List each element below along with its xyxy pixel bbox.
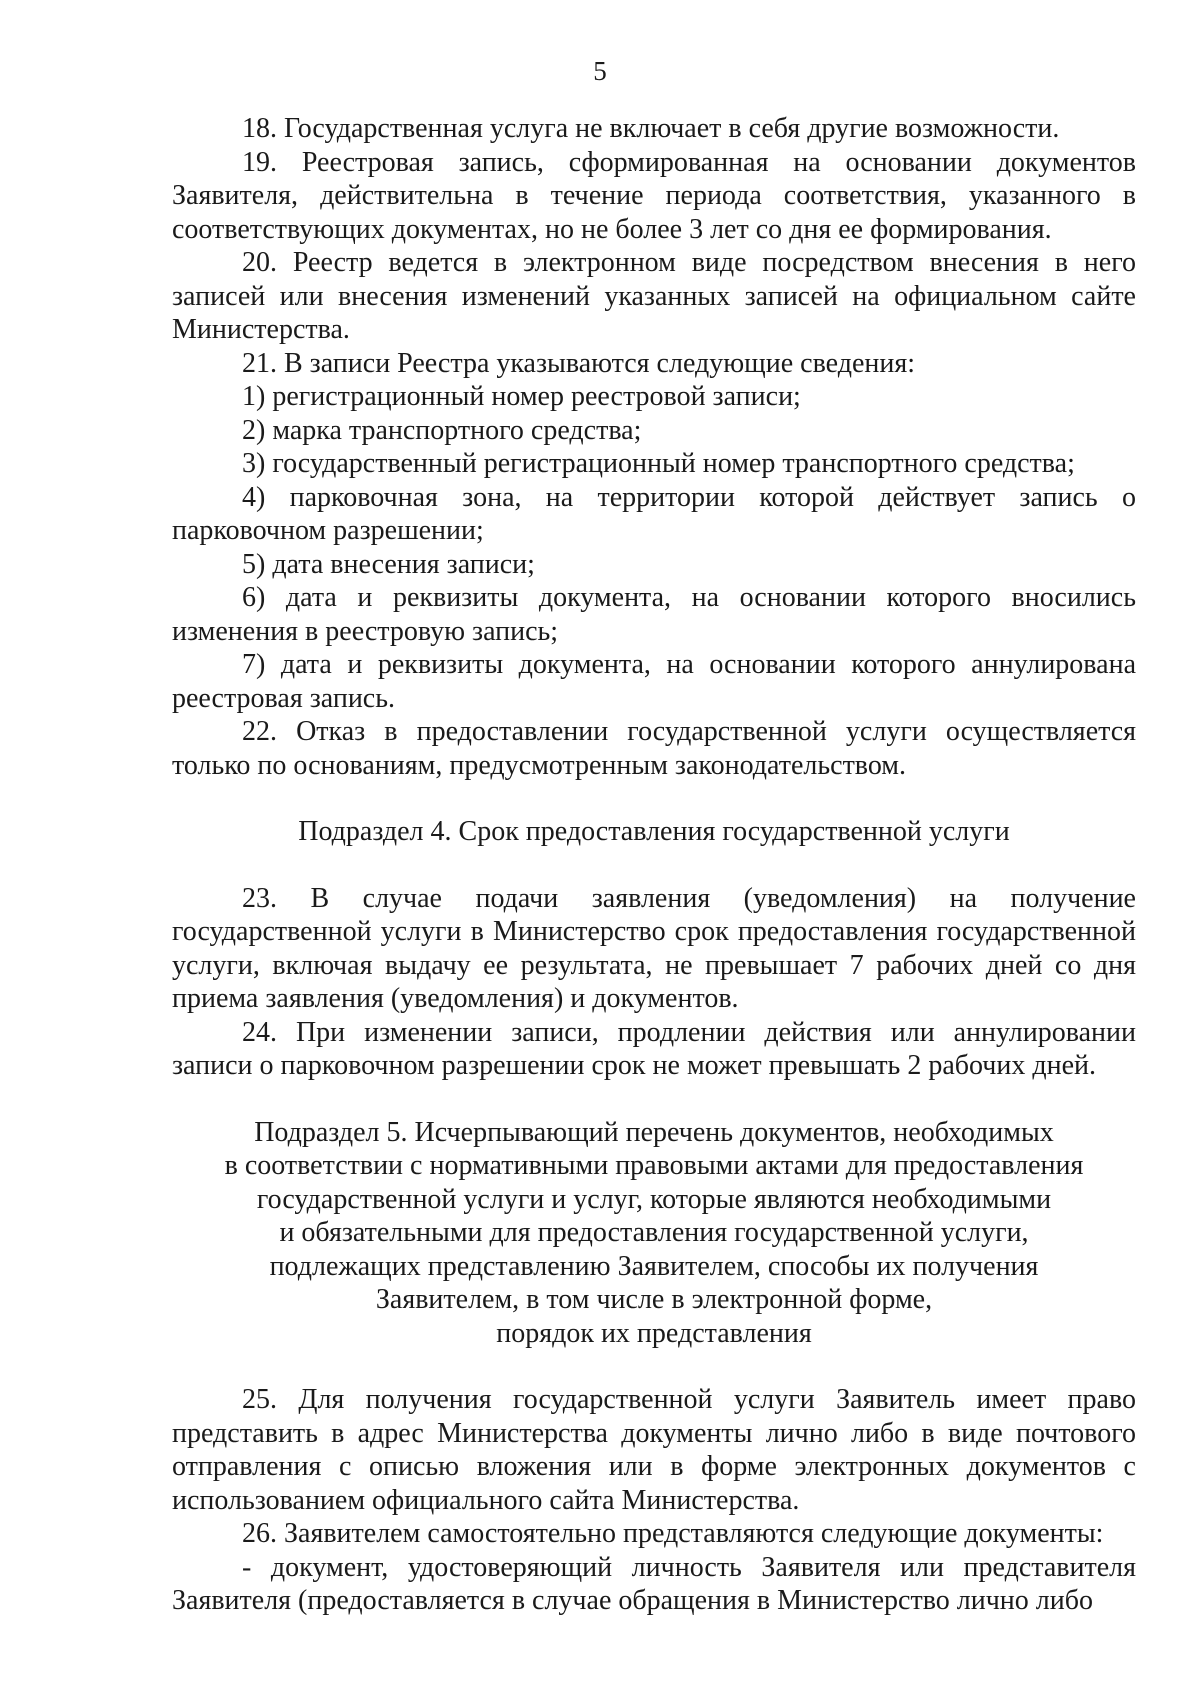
list-item-3: 3) государственный регистрационный номер транспортного средства; <box>242 448 1075 479</box>
subsection-4-heading: Подраздел 4. Срок предоставления государственной услуги <box>298 816 1010 847</box>
document-body <box>172 112 1136 1618</box>
heading-line: Подраздел 5. Исчерпывающий перечень документов, необходимых <box>254 1116 1054 1148</box>
heading-line: Заявителем, в том числе в электронной форме, <box>375 1284 933 1315</box>
list-item-1: 1) регистрационный номер реестровой записи; <box>242 381 801 412</box>
document-list-item: - документ, удостоверяющий личность Заявителя или представителя Заявителя (предоставляется в случае обращения в Министерство лично либо <box>172 1551 1136 1616</box>
paragraph-18: 18. Государственная услуга не включает в себя другие возможности. <box>242 113 1060 144</box>
list-item-7: 7) дата и реквизиты документа, на основании которого аннулирована реестровая запись. <box>172 649 1136 714</box>
page-number: 5 <box>593 56 607 86</box>
heading-line: порядок их представления <box>496 1317 812 1349</box>
paragraph-23: 23. В случае подачи заявления (уведомления) на получение государственной услуги в Министерство срок предоставления государственной услуги, включая выдачу ее результата, не превышает 7 рабочих дней со дня приема заявления (уведомления) и документов. <box>172 882 1136 1014</box>
paragraph-24: 24. При изменении записи, продлении действия или аннулировании записи о парковочном разрешении срок не может превышать 2 рабочих дней. <box>172 1016 1136 1081</box>
paragraph-25: 25. Для получения государственной услуги Заявитель имеет право представить в адрес Министерства документы лично либо в виде почтового отправления с описью вложения или в форме электронных документов с использованием официального сайта Министерства. <box>172 1384 1136 1516</box>
heading-line: государственной услуги и услуг, которые являются необходимыми <box>256 1183 1052 1215</box>
subsection-5-heading <box>172 1116 1136 1351</box>
paragraph-19: 19. Реестровая запись, сформированная на основании документов Заявителя, действительна в течение периода соответствия, указанного в соответствующих документах, но не более 3 лет со дня ее формирования. <box>172 146 1136 245</box>
paragraph-21: 21. В записи Реестра указываются следующие сведения: <box>242 347 915 379</box>
heading-line: в соответствии с нормативными правовыми актами для предоставления <box>224 1150 1084 1181</box>
heading-line: подлежащих представлению Заявителем, способы их получения <box>269 1250 1039 1282</box>
paragraph-26: 26. Заявителем самостоятельно представляются следующие документы: <box>242 1518 1104 1549</box>
list-item-5: 5) дата внесения записи; <box>242 548 535 580</box>
list-item-6: 6) дата и реквизиты документа, на основании которого вносились изменения в реестровую запись; <box>172 582 1136 647</box>
list-item-4: 4) парковочная зона, на территории которой действует запись о парковочном разрешении; <box>172 481 1136 546</box>
list-item-2: 2) марка транспортного средства; <box>242 414 642 446</box>
heading-line: и обязательными для предоставления государственной услуги, <box>279 1217 1029 1248</box>
paragraph-20: 20. Реестр ведется в электронном виде посредством внесения в него записей или внесения изменений указанных записей на официальном сайте Министерства. <box>172 247 1136 345</box>
paragraph-22: 22. Отказ в предоставлении государственной услуги осуществляется только по основаниям, предусмотренным законодательством. <box>172 716 1136 781</box>
